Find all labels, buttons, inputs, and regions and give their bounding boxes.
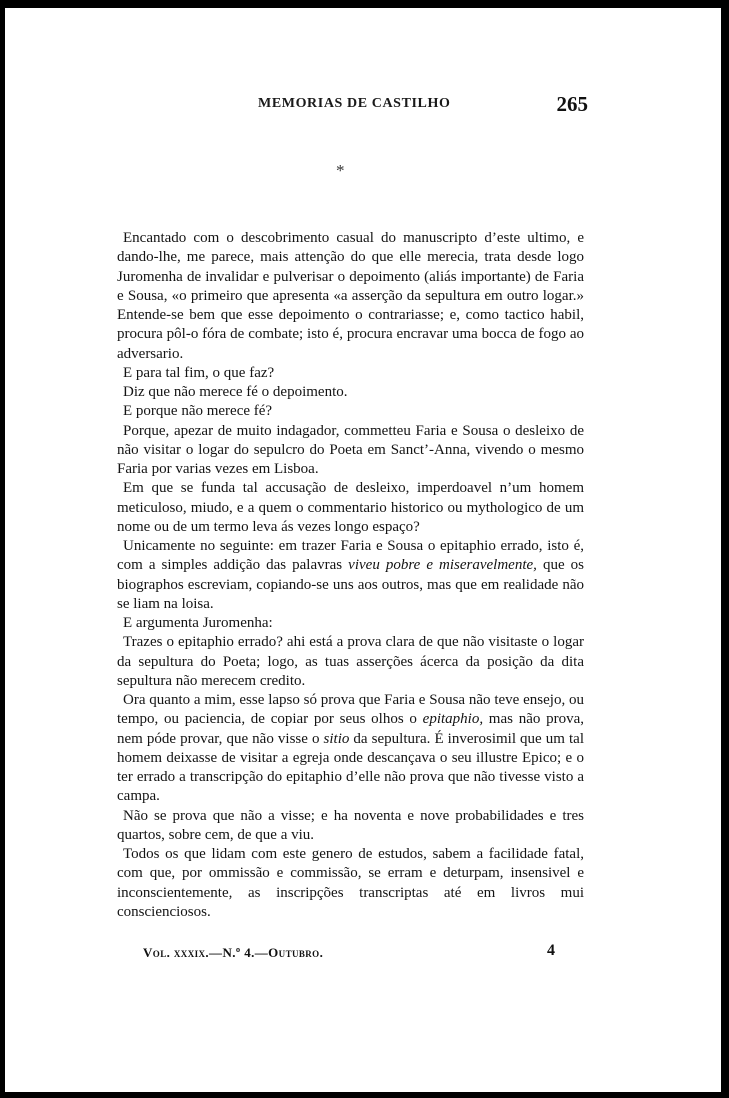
text-run: da sepultura. É inverosimil que um tal homem deixasse de visitar a egreja onde descançava o seu illustre Epico; e o ter errado a transcripção do epitaphio d’elle não prova que não tivesse visto a campa. <box>117 730 584 805</box>
footer <box>143 942 555 967</box>
sheet-number: 4 <box>547 942 555 959</box>
paragraph <box>117 691 584 807</box>
text-run: Unicamente no seguinte: em trazer Faria e Sousa o epitaphio errado, isto é, com a simples addição das palavras <box>117 538 584 574</box>
paragraph: Não se prova que não a visse; e ha noventa e nove probabilidades e tres quartos, sobre cem, de que a viu. <box>117 807 584 843</box>
italic-term: epitaphio, <box>422 711 484 728</box>
scan-border-top <box>0 0 729 8</box>
section-separator: * <box>336 161 345 180</box>
page-number: 265 <box>556 92 588 116</box>
paragraph: E porque não merece fé? <box>123 403 273 420</box>
paragraph: Trazes o epitaphio errado? ahi está a prova clara de que não visitaste o logar da sepultura do Poeta; logo, as tuas asserções ácerca da posição da dita sepultura não merecem credito. <box>117 634 584 689</box>
paragraph: E para tal fim, o que faz? <box>123 364 275 381</box>
paragraph <box>117 537 584 614</box>
paragraph: Todos os que lidam com este genero de estudos, sabem a facilidade fatal, com que, por ommissão e commissão, se erram e deturpam, insensivel e inconscientemente, as inscripções transcriptas até em livros mui conscienciosos. <box>117 846 584 920</box>
running-header <box>110 92 590 116</box>
body-text <box>117 229 584 922</box>
scan-border-right <box>721 0 729 1098</box>
text-run: mas não prova, nem póde provar, que não visse o <box>117 711 584 747</box>
paragraph: Em que se funda tal accusação de desleixo, imperdoavel n’um homem meticuloso, miudo, e a quem o commentario historico ou mythologico de um nome ou de um termo leva ás vezes longo espaço? <box>117 480 584 535</box>
volume-signature: Vol. xxxix.—N.º 4.—Outubro. <box>143 945 324 960</box>
running-title: MEMORIAS DE CASTILHO <box>258 96 451 111</box>
text-run: Ora quanto a mim, esse lapso só prova que Faria e Sousa não teve ensejo, ou tempo, ou paciencia, de copiar por seus olhos o <box>117 692 584 728</box>
scan-border-left <box>0 0 5 1098</box>
italic-term: sitio <box>323 730 350 747</box>
paragraph: Porque, apezar de muito indagador, commetteu Faria e Sousa o desleixo de não visitar o logar do sepulcro do Poeta em Sanct’-Anna, vivendo o mesmo Faria por varias vezes em Lisboa. <box>117 422 584 477</box>
paragraph: E argumenta Juromenha: <box>123 615 273 631</box>
scan-border-bottom <box>0 1092 729 1098</box>
paragraph: Encantado com o descobrimento casual do manuscripto d’este ultimo, e dando-lhe, me parece, mais attenção do que elle merecia, trata desde logo Juromenha de invalidar e pulverisar o depoimento (aliás importante) de Faria e Sousa, «o primeiro que apresenta «a asserção da sepultura em outro logar.» Entende-se bem que esse depoimento o contrariasse; e, como tactico habil, procura pôl-o fóra de combate; isto é, procura encravar uma bocca de fogo ao adversario. <box>117 230 584 362</box>
text-run: que os biographos escreviam, copiando-se uns aos outros, mas que em realidade não se liam na loisa. <box>117 557 584 612</box>
italic-quote: viveu pobre e miseravelmente, <box>348 557 537 574</box>
paragraph: Diz que não merece fé o depoimento. <box>123 384 348 400</box>
